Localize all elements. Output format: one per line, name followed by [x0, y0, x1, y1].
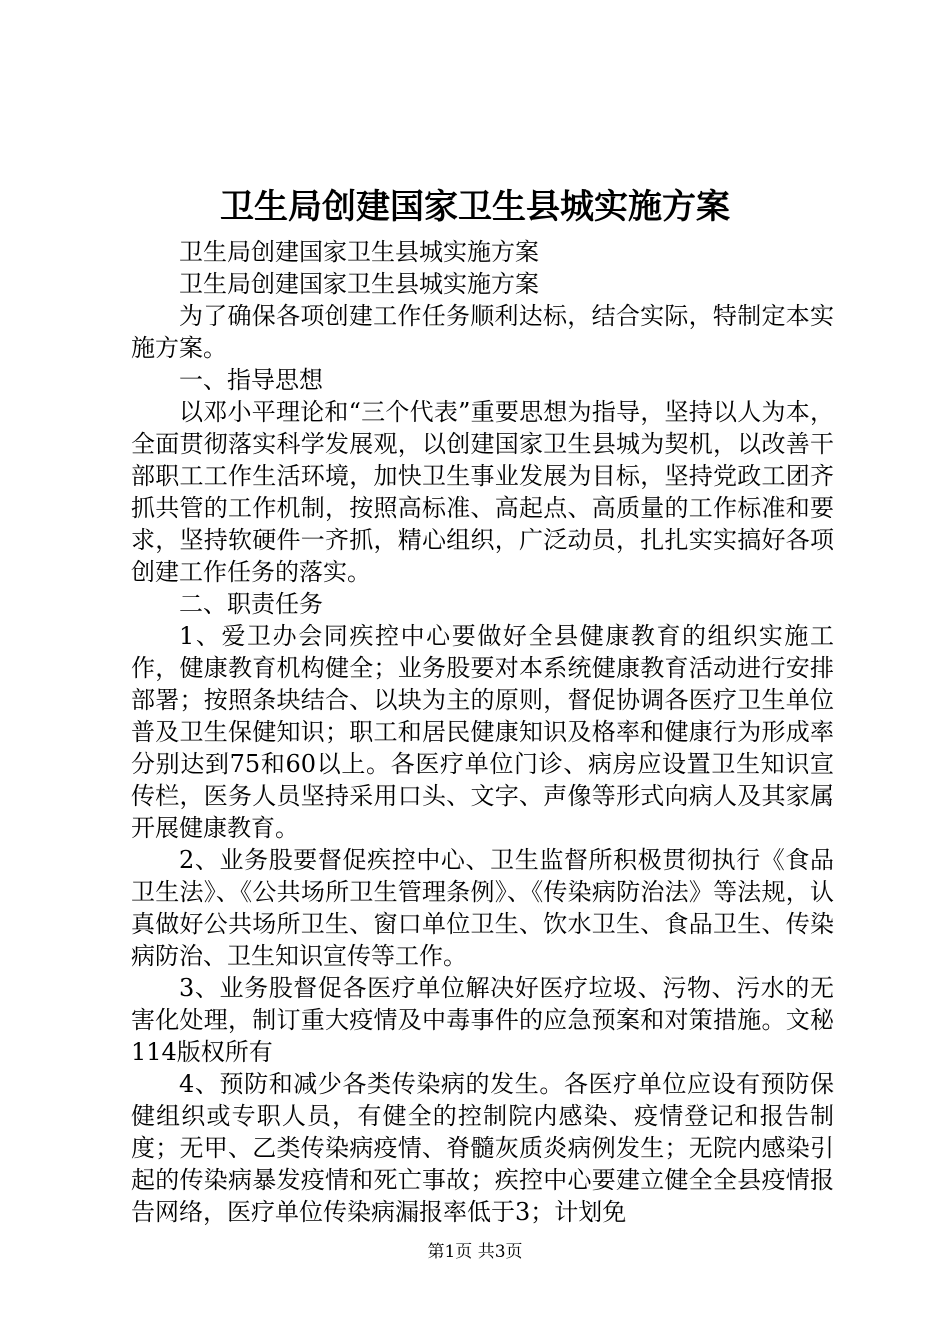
page-footer: 第1页 共3页: [427, 1242, 523, 1262]
document-body: [131, 236, 834, 1228]
paragraph-subtitle-2: 卫生局创建国家卫生县城实施方案: [179, 270, 539, 298]
section-heading-duties: 二、职责任务: [179, 590, 323, 618]
paragraph-intro: 为了确保各项创建工作任务顺利达标，结合实际，特制定本实施方案。: [131, 302, 834, 362]
paragraph-guiding-ideology: 以邓小平理论和“三个代表”重要思想为指导，坚持以人为本，全面贯彻落实科学发展观，以创建国家卫生县城为契机，以改善干部职工工作生活环境，加快卫生事业发展为目标，坚持党政工团齐抓共管的工作机制，按照高标准、高起点、高质量的工作标准和要求，坚持软硬件一齐抓，精心组织，广泛动员，扎扎实实搞好各项创建工作任务的落实。: [131, 398, 834, 586]
paragraph-duty-3: 3、业务股督促各医疗单位解决好医疗垃圾、污物、污水的无害化处理，制订重大疫情及中毒事件的应急预案和对策措施。文秘114版权所有: [131, 974, 834, 1066]
paragraph-duty-4: 4、预防和减少各类传染病的发生。各医疗单位应设有预防保健组织或专职人员，有健全的控制院内感染、疫情登记和报告制度；无甲、乙类传染病疫情、脊髓灰质炎病例发生；无院内感染引起的传染病暴发疫情和死亡事故；疾控中心要建立健全全县疫情报告网络，医疗单位传染病漏报率低于3；计划免: [131, 1070, 834, 1226]
paragraph-subtitle-1: 卫生局创建国家卫生县城实施方案: [179, 238, 539, 266]
paragraph-duty-2: 2、业务股要督促疾控中心、卫生监督所积极贯彻执行《食品卫生法》、《公共场所卫生管理条例》、《传染病防治法》等法规，认真做好公共场所卫生、窗口单位卫生、饮水卫生、食品卫生、传染病防治、卫生知识宣传等工作。: [131, 846, 834, 970]
document-title: 卫生局创建国家卫生县城实施方案: [220, 187, 730, 227]
section-heading-guiding-ideology: 一、指导思想: [179, 366, 323, 394]
paragraph-duty-1: 1、爱卫办会同疾控中心要做好全县健康教育的组织实施工作，健康教育机构健全；业务股要对本系统健康教育活动进行安排部署；按照条块结合、以块为主的原则，督促协调各医疗卫生单位普及卫生保健知识；职工和居民健康知识及格率和健康行为形成率分别达到75和60以上。各医疗单位门诊、病房应设置卫生知识宣传栏，医务人员坚持采用口头、文字、声像等形式向病人及其家属开展健康教育。: [131, 622, 834, 842]
